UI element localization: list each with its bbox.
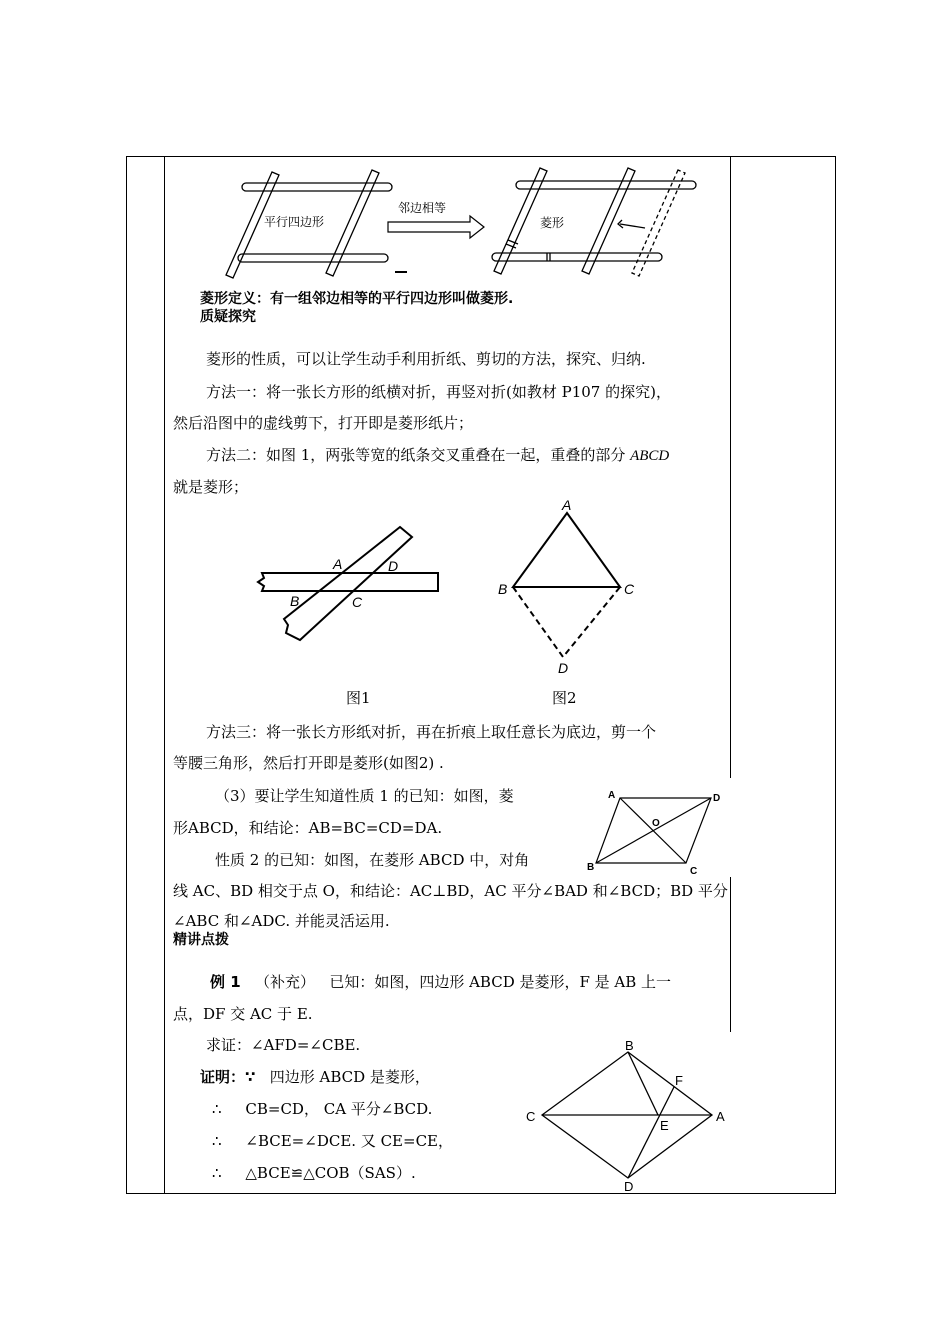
proof-step3: ∠BCE=∠DCE. 又 CE=CE， <box>245 1132 454 1150</box>
top-figure <box>200 160 710 280</box>
example1-line2: 点，DF 交 AC 于 E. <box>173 1005 313 1023</box>
fig3-label-d: D <box>713 793 721 804</box>
rhombus-strips <box>492 168 696 276</box>
example1-text: 已知：如图，四边形 ABCD 是菱形，F 是 AB 上一 <box>329 973 672 991</box>
fig3-label-a: A <box>608 790 616 801</box>
fig1-label-a: A <box>333 556 343 572</box>
figure-1-caption: 图1 <box>346 689 371 707</box>
figure-2 <box>490 495 650 685</box>
paragraph-property: 菱形的性质，可以让学生动手利用折纸、剪切的方法，探究、归纳. <box>206 350 646 368</box>
fig4-label-e: E <box>660 1118 669 1133</box>
transform-arrow-icon <box>388 216 484 238</box>
therefore-symbol: ∴ <box>212 1164 222 1182</box>
section-inquiry-heading: 质疑探究 <box>200 309 256 325</box>
method3-line2: 等腰三角形，然后打开即是菱形(如图2) . <box>173 754 444 772</box>
figure-1 <box>250 515 450 645</box>
example1-title: 例 1 <box>210 973 241 991</box>
point3-line4: 线 AC、BD 相交于点 O，和结论：AC⊥BD，AC 平分∠BAD 和∠BCD；BD 平分 <box>173 882 728 900</box>
proof-line4 <box>212 1163 416 1183</box>
method2-abcd: ABCD <box>630 448 670 464</box>
table-left-border <box>126 156 127 1194</box>
proof-label: 证明：∵ <box>200 1068 256 1086</box>
point3-line2: 形ABCD，和结论：AB=BC=CD=DA. <box>173 819 443 837</box>
fig3-label-c: C <box>690 866 698 877</box>
fig4-label-a: A <box>716 1109 725 1124</box>
table-column-divider-right-lower <box>730 877 731 1032</box>
proof-line2 <box>212 1099 432 1119</box>
section-explain-heading: 精讲点拨 <box>173 932 229 948</box>
fig3-label-b: B <box>587 862 595 873</box>
proof-step2: CB=CD， CA 平分∠BCD. <box>245 1100 433 1118</box>
fig1-label-d: D <box>388 558 399 574</box>
example1-source: （补充） <box>254 973 315 991</box>
fig2-label-a: A <box>562 497 572 513</box>
arrow-label: 邻边相等 <box>398 201 447 215</box>
proof-line1 <box>200 1067 430 1087</box>
method2-line2: 就是菱形； <box>173 478 249 496</box>
fig2-label-b: B <box>498 581 508 597</box>
method3-line1: 方法三：将一张长方形纸对折，再在折痕上取任意长为底边，剪一个 <box>206 723 657 741</box>
fig4-label-c: C <box>526 1109 536 1124</box>
table-column-divider-left <box>164 156 165 1194</box>
point3-line3: 性质 2 的已知：如图，在菱形 ABCD 中，对角 <box>215 851 530 869</box>
table-right-border <box>835 156 836 1194</box>
figure-3 <box>582 782 732 882</box>
fig4-label-f: F <box>675 1073 683 1088</box>
point3-line5: ∠ABC 和∠ADC. 并能灵活运用. <box>173 912 390 930</box>
fig2-label-c: C <box>624 581 635 597</box>
fig3-label-o: O <box>652 818 660 829</box>
prove-statement: 求证：∠AFD=∠CBE. <box>206 1036 361 1054</box>
fig4-label-d: D <box>624 1179 634 1194</box>
proof-step4: △BCE≌△COB（SAS）. <box>245 1164 416 1182</box>
table-column-divider-right <box>730 156 731 778</box>
rhombus-definition: 菱形定义：有一组邻边相等的平行四边形叫做菱形. <box>200 291 514 307</box>
method1-line2: 然后沿图中的虚线剪下，打开即是菱形纸片； <box>173 414 474 432</box>
method1-line1: 方法一：将一张长方形的纸横对折，再竖对折(如教材 P107 的探究)， <box>206 383 671 401</box>
proof-line3 <box>212 1131 453 1151</box>
fig2-label-d: D <box>558 660 569 676</box>
therefore-symbol: ∴ <box>212 1132 222 1150</box>
fig1-label-b: B <box>290 593 300 609</box>
proof-step1: 四边形 ABCD 是菱形， <box>269 1068 430 1086</box>
fig4-label-b: B <box>625 1038 634 1053</box>
figure-4 <box>520 1035 740 1195</box>
rhombus-label: 菱形 <box>540 216 565 230</box>
method2-text: 方法二：如图 1，两张等宽的纸条交叉重叠在一起，重叠的部分 <box>206 446 631 464</box>
figure-2-caption: 图2 <box>552 689 577 707</box>
parallelogram-label: 平行四边形 <box>264 215 325 229</box>
point3-line1: （3）要让学生知道性质 1 的已知：如图，菱 <box>215 787 514 805</box>
therefore-symbol: ∴ <box>212 1100 222 1118</box>
method2-line1 <box>206 445 669 466</box>
example1-line1 <box>210 972 671 992</box>
fig1-label-c: C <box>352 594 363 610</box>
